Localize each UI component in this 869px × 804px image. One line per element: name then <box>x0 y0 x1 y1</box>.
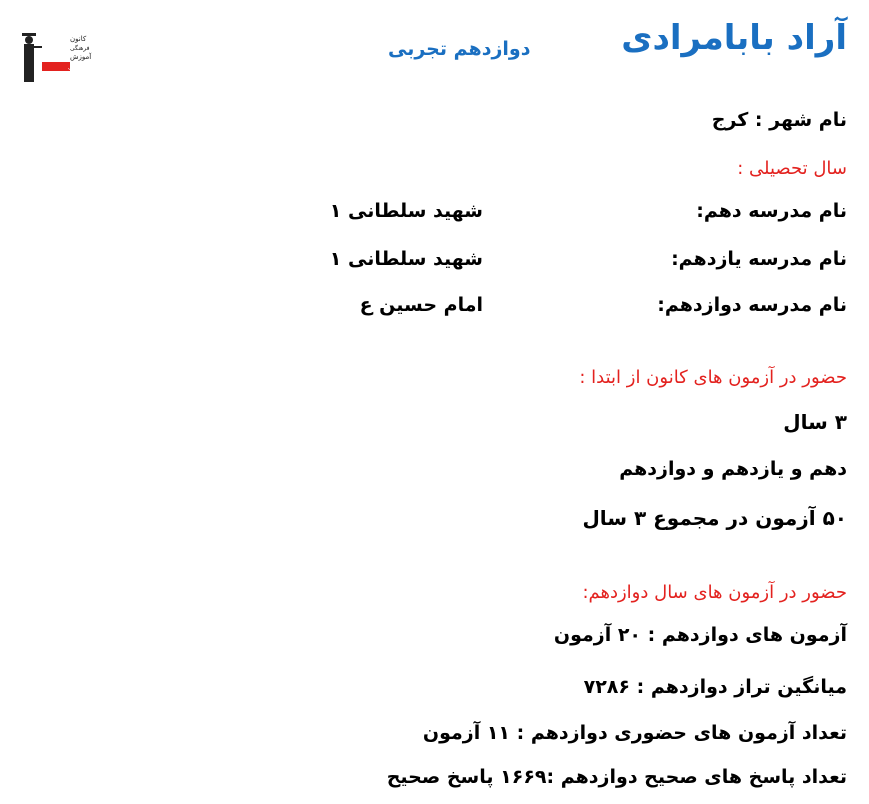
logo-text-2: فرهنگی <box>70 45 90 52</box>
school-11-value: شهید سلطانی ۱ <box>329 248 483 270</box>
grade12-correct-answers: تعداد پاسخ های صحیح دوازدهم :۱۶۶۹ پاسخ صحیح <box>386 766 847 788</box>
school-12-label: نام مدرسه دوازدهم: <box>657 294 847 316</box>
logo-text-3: آموزش <box>70 53 92 61</box>
kanoon-logo <box>20 28 92 84</box>
kanoon-total-exams: ۵۰ آزمون در مجموع ۳ سال <box>582 506 847 530</box>
grade12-exams: آزمون های دوازدهم : ۲۰ آزمون <box>553 624 847 646</box>
kanoon-heading: حضور در آزمون های کانون از ابتدا : <box>579 367 847 388</box>
kanoon-years: ۳ سال <box>783 410 847 434</box>
school-year-heading: سال تحصیلی : <box>737 158 847 179</box>
grade12-heading: حضور در آزمون های سال دوازدهم: <box>582 582 847 603</box>
logo-text-1: کانون <box>70 35 87 43</box>
grade-label: دوازدهم تجربی <box>388 38 531 60</box>
grade12-in-person: تعداد آزمون های حضوری دوازدهم : ۱۱ آزمون <box>422 722 847 744</box>
school-11-label: نام مدرسه یازدهم: <box>671 248 847 270</box>
school-12-value: امام حسین ع <box>359 294 483 316</box>
logo-text-4: قلم چی <box>68 64 88 71</box>
kanoon-grades: دهم و یازدهم و دوازدهم <box>619 458 847 480</box>
student-name: آراد بابامرادی <box>621 18 847 58</box>
school-10-label: نام مدرسه دهم: <box>696 200 847 222</box>
school-10-value: شهید سلطانی ۱ <box>329 200 483 222</box>
city-line: نام شهر : کرج <box>711 109 847 131</box>
grade12-average: میانگین تراز دوازدهم : ۷۲۸۶ <box>583 676 847 698</box>
